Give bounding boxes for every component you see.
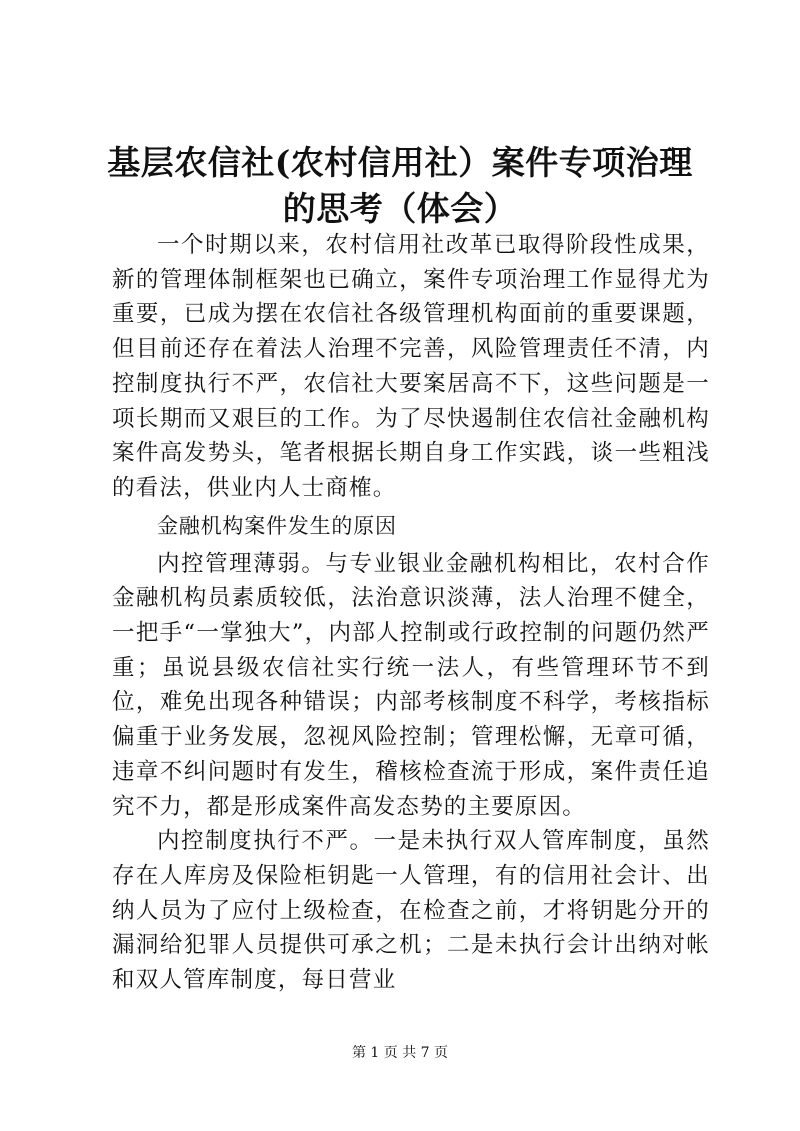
system-execution-paragraph: 内控制度执行不严。一是未执行双人管库制度，虽然存在人库房及保险柜钥匙一人管理，有的信用社会计、出纳人员为了应付上级检查，在检查之前，才将钥匙分开的漏洞给犯罪人员提供可承之机；二是未执行会计出纳对帐和双人管库制度，每日营业 [112,828,710,994]
section-heading: 金融机构案件发生的原因 [157,513,397,538]
internal-control-paragraph: 内控管理薄弱。与专业银业金融机构相比，农村合作金融机构员素质较低，法治意识淡薄，法人治理不健全，一把手“一掌独大”，内部人控制或行政控制的问题仍然严重；虽说县级农信社实行统一法人，有些管理环节不到位，难免出现各种错误；内部考核制度不科学，考核指标偏重于业务发展，忽视风险控制；管理松懈，无章可循，违章不纠问题时有发生，稽核检查流于形成，案件责任追究不力，都是形成案件高发态势的主要原因。 [112,550,710,820]
document-title: 基层农信社(农村信用社）案件专项治理的思考（体会） [107,143,693,228]
intro-paragraph: 一个时期以来，农村信用社改革已取得阶段性成果，新的管理体制框架也已确立，案件专项治理工作显得尤为重要，已成为摆在农信社各级管理机构面前的重要课题，但目前还存在着法人治理不完善，风险管理责任不清，内控制度执行不严，农信社大要案居高不下，这些问题是一项长期而又艰巨的工作。为了尽快遏制住农信社金融机构案件高发势头，笔者根据长期自身工作实践，谈一些粗浅的看法，供业内人士商榷。 [112,232,710,501]
document-body [112,228,710,998]
page-footer: 第 1 页 共 7 页 [351,1045,449,1061]
